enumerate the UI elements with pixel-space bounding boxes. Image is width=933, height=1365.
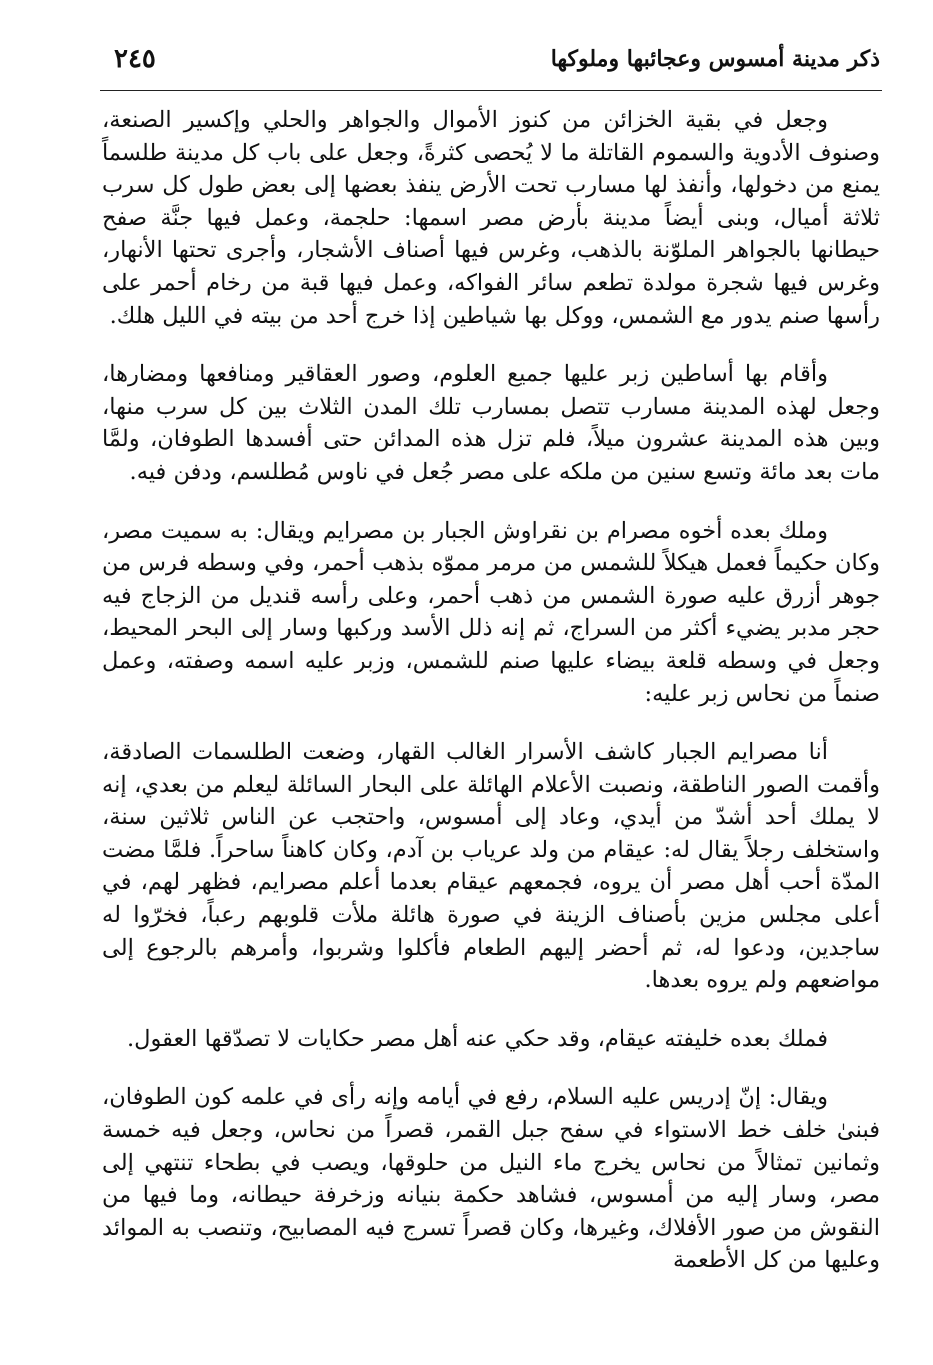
paragraph-6: ويقال: إنّ إدريس عليه السلام، رفع في أيامه وإنه رأى في علمه كون الطوفان، فبنىٰ خلف خط الاستواء في سفح جبل القمر، قصراً من نحاس، وجعل فيه خمسة وثمانين تمثالاً من نحاس يخرج ماء النيل من حلوقها، ويصب في بطحاء تنتهي إلى مصر، وسار إليه من أمسوس، فشاهد حكمة بنيانه وزخرفة حيطانه، وما فيها من النقوش من صور الأفلاك، وغيرها، وكان قصراً تسرج فيه المصابيح، وتنصب به الموائد وعليها من كل الأطعمة [102, 1084, 880, 1274]
paragraph-3: وملك بعده أخوه مصرام بن نقراوش الجبار بن مصرايم ويقال: به سميت مصر، وكان حكيماً فعمل هيكلاً للشمس من مرمر مموّه بذهب أحمر، وفي وسطه فرس من جوهر أزرق عليه صورة الشمس من ذهب أحمر، وعلى رأسه قنديل من الزجاج فيه حجر مدبر يضيء أكثر من السراج، ثم إنه ذلل الأسد وركبها وسار إلى البحر المحيط، وجعل في وسطه قلعة بيضاء عليها صنم للشمس، وزبر عليه اسمه وصفته، وعمل صنماً من نحاس زبر عليه: [102, 517, 880, 707]
paragraph-1: وجعل في بقية الخزائن من كنوز الأموال والجواهر والحلي وإكسير الصنعة، وصنوف الأدوية والسموم القاتلة ما لا يُحصى كثرةً، وجعل على باب كل مدينة طلسماً يمنع من دخولها، وأنفذ لها مسارب تحت الأرض ينفذ بعضها إلى بعض طول كل سرب ثلاثة أميال، وبنى أيضاً مدينة بأرض مصر اسمها: حلجمة، وعمل فيها جنَّة صفح حيطانها بالجواهر الملوّنة بالذهب، وغرس فيها أصناف الأشجار، وأجرى تحتها الأنهار، وغرس فيها شجرة مولدة تطعم سائر الفواكه، وعمل فيها قبة من رخام أحمر على رأسها صنم يدور مع الشمس، ووكل بها شياطين إذا خرج أحد من بيته في الليل هلك. [102, 107, 880, 329]
header-rule [100, 90, 882, 91]
paragraph-5: فملك بعده خليفته عيقام، وقد حكي عنه أهل مصر حكايات لا تصدّقها العقول. [126, 1025, 828, 1052]
page-number: ٢٤٥ [114, 44, 156, 74]
body-text [102, 104, 880, 1277]
paragraph-2: وأقام بها أساطين زبر عليها جميع العلوم، وصور العقاقير ومنافعها ومضارها، وجعل لهذه المدينة مسارب تتصل بمسارب تلك المدن الثلاث بين كل سرب منها، وبين هذه المدينة عشرون ميلاً، فلم تزل هذه المدائن حتى أفسدها الطوفان، ولمَّا مات بعد مائة وتسع سنين من ملكه على مصر جُعل في ناوس مُطلسم، ودفن فيه. [102, 361, 880, 485]
running-head [100, 38, 880, 88]
paragraph-4: أنا مصرايم الجبار كاشف الأسرار الغالب القهار، وضعت الطلسمات الصادقة، وأقمت الصور الناطقة، ونصبت الأعلام الهائلة على البحار السائلة ليعلم من بعدي، إنه لا يملك أحد أشدّ من أيدي، وعاد إلى أمسوس، واحتجب عن الناس ثلاثين سنة، واستخلف رجلاً يقال له: عيقام من ولد عرياب بن آدم، وكان كاهناً ساحراً. فلمَّا مضت المدّة أحب أهل مصر أن يروه، فجمعهم عيقام بعدما أعلم مصرايم، فظهر لهم، في أعلى مجلس مزين بأصناف الزينة في صورة هائلة ملأت قلوبهم رعباً، فخرّوا له ساجدين، ودعوا له، ثم أحضر إليهم الطعام فأكلوا وشربوا، وأمرهم بالرجوع إلى مواضعهم ولم يروه بعدها. [102, 739, 880, 994]
running-title: ذكر مدينة أمسوس وعجائبها وملوكها [550, 46, 880, 72]
